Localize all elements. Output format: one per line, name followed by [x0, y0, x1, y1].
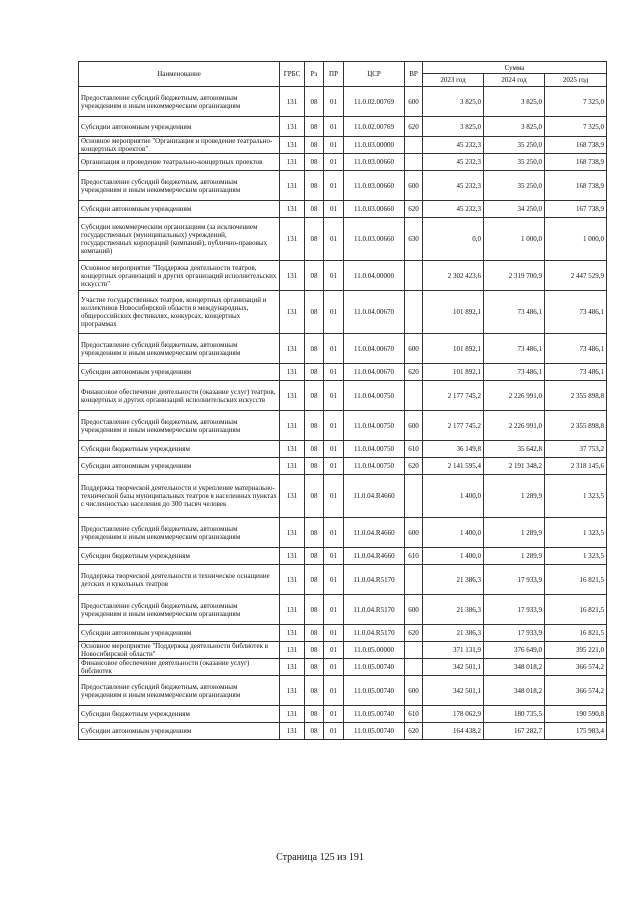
row-grbs: 131	[280, 565, 305, 595]
row-csr: 11.0.04.00670	[344, 291, 405, 334]
row-pr: 01	[324, 625, 344, 642]
row-grbs: 131	[280, 723, 305, 740]
row-vr: 600	[405, 171, 423, 201]
row-amount-2025: 366 574,2	[545, 659, 607, 676]
row-rz: 08	[305, 117, 324, 137]
row-amount-2024: 73 486,1	[484, 364, 545, 381]
table-row	[79, 458, 607, 475]
row-rz: 08	[305, 411, 324, 441]
row-amount-2024: 1 289,9	[484, 548, 545, 565]
row-amount-2023: 21 386,3	[423, 625, 484, 642]
row-rz: 08	[305, 548, 324, 565]
column-header-vr: ВР	[405, 62, 423, 87]
row-name: Основное мероприятие "Поддержка деятельности театров, концертных организаций и других организаций исполнительских искусств"	[79, 261, 280, 291]
row-vr: 610	[405, 548, 423, 565]
row-amount-2024: 2 319 700,9	[484, 261, 545, 291]
table-row	[79, 548, 607, 565]
row-pr: 01	[324, 261, 344, 291]
row-csr: 11.0.03.00660	[344, 201, 405, 218]
row-rz: 08	[305, 518, 324, 548]
row-csr: 11.0.05.00740	[344, 723, 405, 740]
row-amount-2024: 1 000,0	[484, 218, 545, 261]
row-amount-2024: 73 486,1	[484, 334, 545, 364]
row-amount-2024: 2 191 348,2	[484, 458, 545, 475]
row-grbs: 131	[280, 659, 305, 676]
row-name: Субсидии автономным учреждениям	[79, 364, 280, 381]
row-amount-2024: 2 226 991,0	[484, 381, 545, 411]
row-amount-2025: 1 323,5	[545, 548, 607, 565]
row-grbs: 131	[280, 117, 305, 137]
row-amount-2023: 164 438,2	[423, 723, 484, 740]
row-vr	[405, 154, 423, 171]
row-amount-2024: 35 250,0	[484, 154, 545, 171]
column-header-pr: ПР	[324, 62, 344, 87]
row-amount-2025: 16 821,5	[545, 595, 607, 625]
row-grbs: 131	[280, 137, 305, 154]
row-pr: 01	[324, 381, 344, 411]
row-amount-2025: 190 590,8	[545, 706, 607, 723]
row-vr	[405, 291, 423, 334]
row-csr: 11.0.03.00660	[344, 218, 405, 261]
row-amount-2024: 1 289,9	[484, 518, 545, 548]
row-amount-2024: 73 486,1	[484, 291, 545, 334]
row-name: Субсидии автономным учреждениям	[79, 723, 280, 740]
row-amount-2025: 167 738,9	[545, 201, 607, 218]
table-row	[79, 87, 607, 117]
column-header-sum: Сумма	[423, 62, 607, 74]
row-vr: 620	[405, 117, 423, 137]
budget-table	[78, 61, 607, 740]
row-grbs: 131	[280, 411, 305, 441]
row-amount-2024: 3 825,0	[484, 87, 545, 117]
row-pr: 01	[324, 411, 344, 441]
table-row	[79, 364, 607, 381]
row-name: Предоставление субсидий бюджетным, автономным учреждениям и иным некоммерческим организациям	[79, 595, 280, 625]
row-vr	[405, 261, 423, 291]
row-pr: 01	[324, 723, 344, 740]
table-row	[79, 154, 607, 171]
table-row	[79, 659, 607, 676]
row-name: Субсидии автономным учреждениям	[79, 625, 280, 642]
row-csr: 11.0.04.R5170	[344, 595, 405, 625]
row-grbs: 131	[280, 334, 305, 364]
row-csr: 11.0.04.00750	[344, 381, 405, 411]
row-csr: 11.0.04.R4660	[344, 475, 405, 518]
table-row	[79, 334, 607, 364]
row-amount-2023: 45 232,3	[423, 171, 484, 201]
row-rz: 08	[305, 706, 324, 723]
row-amount-2023: 101 892,1	[423, 291, 484, 334]
row-amount-2023: 342 501,1	[423, 659, 484, 676]
table-row	[79, 171, 607, 201]
table-row	[79, 261, 607, 291]
row-amount-2025: 2 318 145,6	[545, 458, 607, 475]
row-amount-2025: 2 447 529,9	[545, 261, 607, 291]
row-vr	[405, 475, 423, 518]
table-row	[79, 411, 607, 441]
row-vr	[405, 642, 423, 659]
row-csr: 11.0.05.00740	[344, 676, 405, 706]
row-csr: 11.0.02.00769	[344, 87, 405, 117]
row-pr: 01	[324, 171, 344, 201]
row-amount-2023: 45 232,3	[423, 137, 484, 154]
row-name: Субсидии бюджетным учреждениям	[79, 706, 280, 723]
row-name: Основное мероприятие "Организация и проведение театрально-концертных проектов"	[79, 137, 280, 154]
row-vr: 600	[405, 518, 423, 548]
row-pr: 01	[324, 154, 344, 171]
row-name: Финансовое обеспечение деятельности (оказание услуг) театров, концертных и других организаций исполнительских искусств	[79, 381, 280, 411]
row-rz: 08	[305, 441, 324, 458]
row-amount-2024: 34 250,0	[484, 201, 545, 218]
row-amount-2025: 168 738,9	[545, 171, 607, 201]
column-header-year-2025: 2025 год	[545, 74, 607, 87]
row-grbs: 131	[280, 625, 305, 642]
row-amount-2025: 73 486,1	[545, 364, 607, 381]
row-amount-2023: 36 149,8	[423, 441, 484, 458]
budget-table-page	[78, 61, 606, 740]
row-amount-2023: 371 131,9	[423, 642, 484, 659]
row-csr: 11.0.04.R4660	[344, 548, 405, 565]
table-header	[79, 62, 607, 87]
row-vr: 600	[405, 87, 423, 117]
row-vr: 620	[405, 723, 423, 740]
row-name: Поддержка творческой деятельности и техническое оснащение детских и кукольных театров	[79, 565, 280, 595]
column-header-csr: ЦСР	[344, 62, 405, 87]
row-vr	[405, 137, 423, 154]
row-csr: 11.0.03.00660	[344, 154, 405, 171]
row-amount-2023: 342 501,1	[423, 676, 484, 706]
row-pr: 01	[324, 117, 344, 137]
row-rz: 08	[305, 201, 324, 218]
table-row	[79, 723, 607, 740]
row-amount-2023: 1 400,0	[423, 475, 484, 518]
row-amount-2025: 2 355 898,8	[545, 411, 607, 441]
row-name: Предоставление субсидий бюджетным, автономным учреждениям и иным некоммерческим организациям	[79, 334, 280, 364]
row-pr: 01	[324, 218, 344, 261]
row-pr: 01	[324, 334, 344, 364]
row-amount-2025: 73 486,1	[545, 334, 607, 364]
row-csr: 11.0.02.00769	[344, 117, 405, 137]
table-row	[79, 218, 607, 261]
row-rz: 08	[305, 381, 324, 411]
row-amount-2024: 1 289,9	[484, 475, 545, 518]
row-vr: 600	[405, 334, 423, 364]
row-rz: 08	[305, 458, 324, 475]
column-header-year-2023: 2023 год	[423, 74, 484, 87]
row-pr: 01	[324, 548, 344, 565]
row-rz: 08	[305, 218, 324, 261]
row-amount-2024: 180 735,5	[484, 706, 545, 723]
row-csr: 11.0.04.00750	[344, 458, 405, 475]
row-grbs: 131	[280, 642, 305, 659]
row-vr: 610	[405, 441, 423, 458]
row-vr: 620	[405, 458, 423, 475]
row-rz: 08	[305, 334, 324, 364]
row-vr: 630	[405, 218, 423, 261]
row-pr: 01	[324, 201, 344, 218]
row-amount-2024: 35 250,0	[484, 171, 545, 201]
row-grbs: 131	[280, 706, 305, 723]
row-rz: 08	[305, 364, 324, 381]
row-amount-2024: 35 642,8	[484, 441, 545, 458]
row-amount-2024: 3 825,0	[484, 117, 545, 137]
table-row	[79, 475, 607, 518]
table-row	[79, 441, 607, 458]
row-name: Предоставление субсидий бюджетным, автономным учреждениям и иным некоммерческим организациям	[79, 87, 280, 117]
row-amount-2023: 21 386,3	[423, 565, 484, 595]
page-number: Страница 125 из 191	[276, 852, 364, 863]
row-rz: 08	[305, 291, 324, 334]
row-grbs: 131	[280, 441, 305, 458]
row-pr: 01	[324, 441, 344, 458]
table-row	[79, 381, 607, 411]
row-grbs: 131	[280, 218, 305, 261]
row-amount-2025: 1 323,5	[545, 475, 607, 518]
row-csr: 11.0.05.00740	[344, 706, 405, 723]
row-name: Финансовое обеспечение деятельности (оказание услуг) библиотек	[79, 659, 280, 676]
row-rz: 08	[305, 642, 324, 659]
row-csr: 11.0.04.R5170	[344, 625, 405, 642]
row-grbs: 131	[280, 261, 305, 291]
row-name: Субсидии бюджетным учреждениям	[79, 441, 280, 458]
row-amount-2024: 35 250,0	[484, 137, 545, 154]
row-grbs: 131	[280, 201, 305, 218]
row-grbs: 131	[280, 87, 305, 117]
row-vr	[405, 565, 423, 595]
row-name: Участие государственных театров, концертных организаций и коллективов Новосибирской области в международных, общероссийских фестивалях, конкурсах, концертных программах	[79, 291, 280, 334]
row-csr: 11.0.03.00000	[344, 137, 405, 154]
row-amount-2023: 1 400,0	[423, 548, 484, 565]
row-pr: 01	[324, 87, 344, 117]
table-row	[79, 642, 607, 659]
row-amount-2025: 16 821,5	[545, 625, 607, 642]
row-name: Субсидии автономным учреждениям	[79, 117, 280, 137]
row-pr: 01	[324, 642, 344, 659]
row-grbs: 131	[280, 458, 305, 475]
row-amount-2023: 1 400,0	[423, 518, 484, 548]
row-rz: 08	[305, 595, 324, 625]
row-amount-2025: 366 574,2	[545, 676, 607, 706]
row-name: Предоставление субсидий бюджетным, автономным учреждениям и иным некоммерческим организациям	[79, 411, 280, 441]
row-pr: 01	[324, 595, 344, 625]
row-csr: 11.0.04.00670	[344, 364, 405, 381]
row-grbs: 131	[280, 595, 305, 625]
row-amount-2023: 45 232,3	[423, 201, 484, 218]
row-vr: 620	[405, 364, 423, 381]
row-pr: 01	[324, 291, 344, 334]
row-amount-2025: 168 738,9	[545, 137, 607, 154]
row-csr: 11.0.04.00000	[344, 261, 405, 291]
row-amount-2025: 175 983,4	[545, 723, 607, 740]
row-amount-2024: 376 649,0	[484, 642, 545, 659]
row-amount-2025: 16 821,5	[545, 565, 607, 595]
row-name: Субсидии автономным учреждениям	[79, 201, 280, 218]
table-row	[79, 595, 607, 625]
row-rz: 08	[305, 659, 324, 676]
row-name: Субсидии некоммерческим организациям (за исключением государственных (муниципальных) учреждений, государственных корпораций (компаний), публично-правовых компаний)	[79, 218, 280, 261]
row-pr: 01	[324, 518, 344, 548]
row-rz: 08	[305, 723, 324, 740]
row-pr: 01	[324, 676, 344, 706]
row-name: Предоставление субсидий бюджетным, автономным учреждениям и иным некоммерческим организациям	[79, 518, 280, 548]
table-row	[79, 625, 607, 642]
row-amount-2025: 37 753,2	[545, 441, 607, 458]
row-amount-2024: 2 226 991,0	[484, 411, 545, 441]
table-row	[79, 117, 607, 137]
row-vr: 610	[405, 706, 423, 723]
row-name: Предоставление субсидий бюджетным, автономным учреждениям и иным некоммерческим организациям	[79, 676, 280, 706]
row-amount-2025: 168 738,9	[545, 154, 607, 171]
row-name: Субсидии автономным учреждениям	[79, 458, 280, 475]
row-grbs: 131	[280, 171, 305, 201]
row-amount-2023: 2 302 423,6	[423, 261, 484, 291]
row-amount-2025: 2 355 898,8	[545, 381, 607, 411]
table-row	[79, 518, 607, 548]
row-amount-2024: 17 933,9	[484, 595, 545, 625]
row-pr: 01	[324, 659, 344, 676]
row-amount-2024: 167 282,7	[484, 723, 545, 740]
row-pr: 01	[324, 137, 344, 154]
row-amount-2023: 178 062,9	[423, 706, 484, 723]
row-name: Основное мероприятие "Поддержка деятельности библиотек в Новосибирской области"	[79, 642, 280, 659]
row-pr: 01	[324, 364, 344, 381]
row-grbs: 131	[280, 518, 305, 548]
row-amount-2025: 1 323,5	[545, 518, 607, 548]
row-csr: 11.0.03.00660	[344, 171, 405, 201]
row-csr: 11.0.04.00750	[344, 411, 405, 441]
row-name: Поддержка творческой деятельности и укрепление материально-технической базы муниципальных театров в населенных пунктах с численностью населения до 300 тысяч человек	[79, 475, 280, 518]
row-grbs: 131	[280, 475, 305, 518]
table-row	[79, 565, 607, 595]
row-amount-2023: 45 232,3	[423, 154, 484, 171]
row-rz: 08	[305, 676, 324, 706]
row-rz: 08	[305, 475, 324, 518]
row-name: Субсидии бюджетным учреждениям	[79, 548, 280, 565]
row-amount-2023: 3 825,0	[423, 87, 484, 117]
table-row	[79, 706, 607, 723]
row-grbs: 131	[280, 291, 305, 334]
row-amount-2025: 1 000,0	[545, 218, 607, 261]
row-grbs: 131	[280, 676, 305, 706]
row-grbs: 131	[280, 548, 305, 565]
row-vr: 600	[405, 676, 423, 706]
row-amount-2023: 2 177 745,2	[423, 411, 484, 441]
row-rz: 08	[305, 261, 324, 291]
row-amount-2025: 395 221,0	[545, 642, 607, 659]
row-rz: 08	[305, 171, 324, 201]
row-csr: 11.0.04.R5170	[344, 565, 405, 595]
row-amount-2025: 73 486,1	[545, 291, 607, 334]
row-amount-2023: 21 386,3	[423, 595, 484, 625]
row-name: Организация и проведение театрально-концертных проектов	[79, 154, 280, 171]
table-row	[79, 676, 607, 706]
row-vr: 620	[405, 201, 423, 218]
row-amount-2023: 101 892,1	[423, 364, 484, 381]
row-csr: 11.0.04.00670	[344, 334, 405, 364]
row-rz: 08	[305, 625, 324, 642]
row-grbs: 131	[280, 381, 305, 411]
row-amount-2023: 2 177 745,2	[423, 381, 484, 411]
row-pr: 01	[324, 706, 344, 723]
row-amount-2023: 101 892,1	[423, 334, 484, 364]
row-vr: 620	[405, 625, 423, 642]
row-amount-2025: 7 325,0	[545, 87, 607, 117]
row-vr: 600	[405, 411, 423, 441]
row-rz: 08	[305, 87, 324, 117]
row-grbs: 131	[280, 364, 305, 381]
column-header-year-2024: 2024 год	[484, 74, 545, 87]
row-pr: 01	[324, 458, 344, 475]
row-csr: 11.0.05.00000	[344, 642, 405, 659]
row-grbs: 131	[280, 154, 305, 171]
row-amount-2024: 348 018,2	[484, 676, 545, 706]
row-amount-2024: 17 933,9	[484, 565, 545, 595]
table-body	[79, 87, 607, 740]
row-vr	[405, 659, 423, 676]
table-row	[79, 137, 607, 154]
row-rz: 08	[305, 154, 324, 171]
row-pr: 01	[324, 475, 344, 518]
row-amount-2023: 3 825,0	[423, 117, 484, 137]
table-row	[79, 291, 607, 334]
row-vr: 600	[405, 595, 423, 625]
row-rz: 08	[305, 137, 324, 154]
row-amount-2023: 0,0	[423, 218, 484, 261]
row-name: Предоставление субсидий бюджетным, автономным учреждениям и иным некоммерческим организациям	[79, 171, 280, 201]
table-row	[79, 201, 607, 218]
row-csr: 11.0.04.00750	[344, 441, 405, 458]
row-amount-2024: 17 933,9	[484, 625, 545, 642]
row-csr: 11.0.04.R4660	[344, 518, 405, 548]
row-vr	[405, 381, 423, 411]
row-amount-2025: 7 325,0	[545, 117, 607, 137]
column-header-rz: Рз	[305, 62, 324, 87]
row-csr: 11.0.05.00740	[344, 659, 405, 676]
row-pr: 01	[324, 565, 344, 595]
column-header-name: Наименование	[79, 62, 280, 87]
row-rz: 08	[305, 565, 324, 595]
row-amount-2023: 2 141 595,4	[423, 458, 484, 475]
column-header-grbs: ГРБС	[280, 62, 305, 87]
row-amount-2024: 348 018,2	[484, 659, 545, 676]
